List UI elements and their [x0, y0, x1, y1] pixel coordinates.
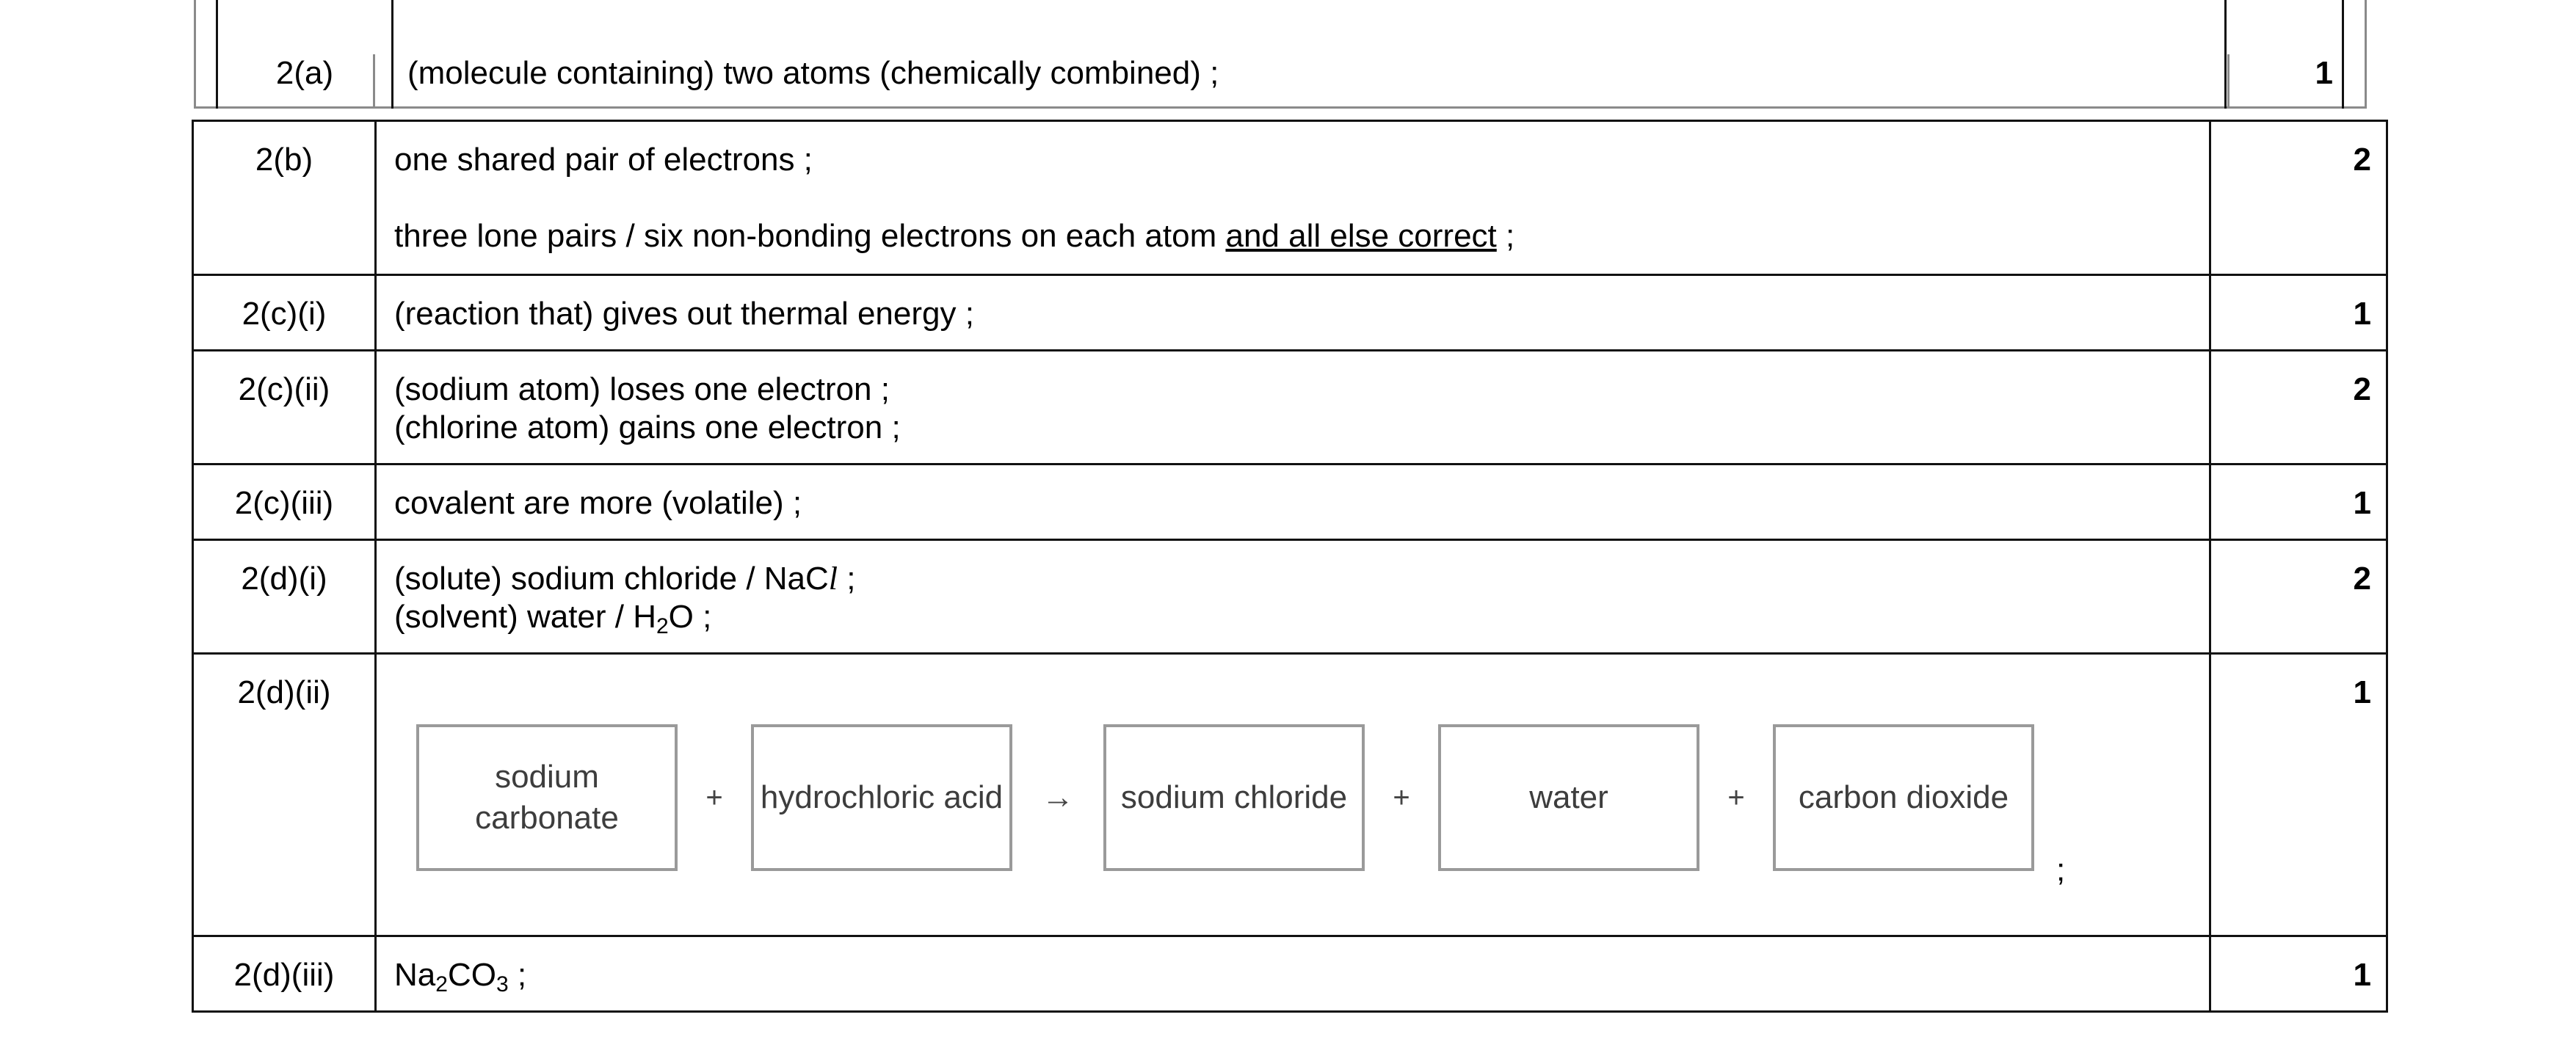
question-number: 2(d)(ii): [193, 654, 376, 936]
product-box: sodium chloride: [1103, 724, 1365, 871]
marks: 2: [2210, 540, 2387, 654]
italic-l: l: [828, 561, 838, 597]
table-row: [193, 275, 2387, 351]
marks: 1: [2210, 464, 2387, 540]
answer-text-part: ;: [508, 957, 527, 993]
table-row: [193, 464, 2387, 540]
reaction-arrow: →: [1042, 779, 1074, 815]
subscript: 2: [656, 614, 669, 638]
word-equation: [394, 677, 2191, 919]
answer-text-part: (solute) sodium chloride / NaC: [394, 561, 829, 597]
subscript: 3: [496, 972, 509, 996]
question-number: 2(a): [275, 55, 334, 91]
answer-text: [394, 598, 2191, 636]
question-number: 2(c)(iii): [193, 464, 376, 540]
semicolon: ;: [2056, 852, 2066, 888]
reactant-box: sodium carbonate: [416, 724, 678, 871]
table-row: [193, 540, 2387, 654]
subscript: 2: [435, 972, 448, 996]
answer-text-part: (solvent) water / H: [394, 599, 656, 635]
product-box: carbon dioxide: [1773, 724, 2034, 871]
plus-sign: +: [705, 781, 723, 814]
table-row: [193, 351, 2387, 464]
question-number: 2(b): [193, 121, 376, 275]
answer-cell: [376, 654, 2210, 936]
marks: 1: [2210, 936, 2387, 1012]
answer-text-part: ;: [1496, 218, 1515, 254]
answer-text-part: three lone pairs / six non-bonding electrons on each atom: [394, 218, 1226, 254]
question-number: 2(c)(i): [193, 275, 376, 351]
marks: 1: [2210, 654, 2387, 936]
column-divider: [391, 0, 393, 109]
marks: 1: [2315, 55, 2333, 91]
answer-text-part: CO: [447, 957, 496, 993]
answer-text: (reaction that) gives out thermal energy ;: [376, 275, 2210, 351]
answer-text-part: O ;: [668, 599, 712, 635]
marks: 2: [2210, 121, 2387, 275]
plus-sign: +: [1393, 781, 1410, 814]
product-box: water: [1438, 724, 1699, 871]
marks: 2: [2210, 351, 2387, 464]
answer-text-part: ;: [838, 561, 856, 597]
answer-cell: [376, 351, 2210, 464]
question-number: 2(d)(i): [193, 540, 376, 654]
answer-text: (sodium atom) loses one electron ;: [394, 371, 890, 407]
answer-text: (chlorine atom) gains one electron ;: [394, 409, 901, 445]
table-row: [193, 936, 2387, 1012]
question-number: 2(d)(iii): [193, 936, 376, 1012]
answer-cell: [376, 540, 2210, 654]
answer-cell: [376, 121, 2210, 275]
answer-text: covalent are more (volatile) ;: [376, 464, 2210, 540]
mark-scheme-table: [192, 120, 2388, 1013]
question-number: 2(c)(ii): [193, 351, 376, 464]
plus-sign: +: [1727, 781, 1745, 814]
answer-text: [394, 217, 2191, 255]
answer-text: (molecule containing) two atoms (chemically combined) ;: [407, 55, 1219, 91]
table-row: [193, 654, 2387, 936]
marks: 1: [2210, 275, 2387, 351]
answer-text: [394, 560, 2191, 598]
answer-text: one shared pair of electrons ;: [394, 142, 813, 178]
reactant-box: hydrochloric acid: [751, 724, 1012, 871]
answer-text: [376, 936, 2210, 1012]
table-row: [193, 121, 2387, 275]
answer-text-part: Na: [394, 957, 436, 993]
underlined-text: and all else correct: [1225, 218, 1497, 254]
